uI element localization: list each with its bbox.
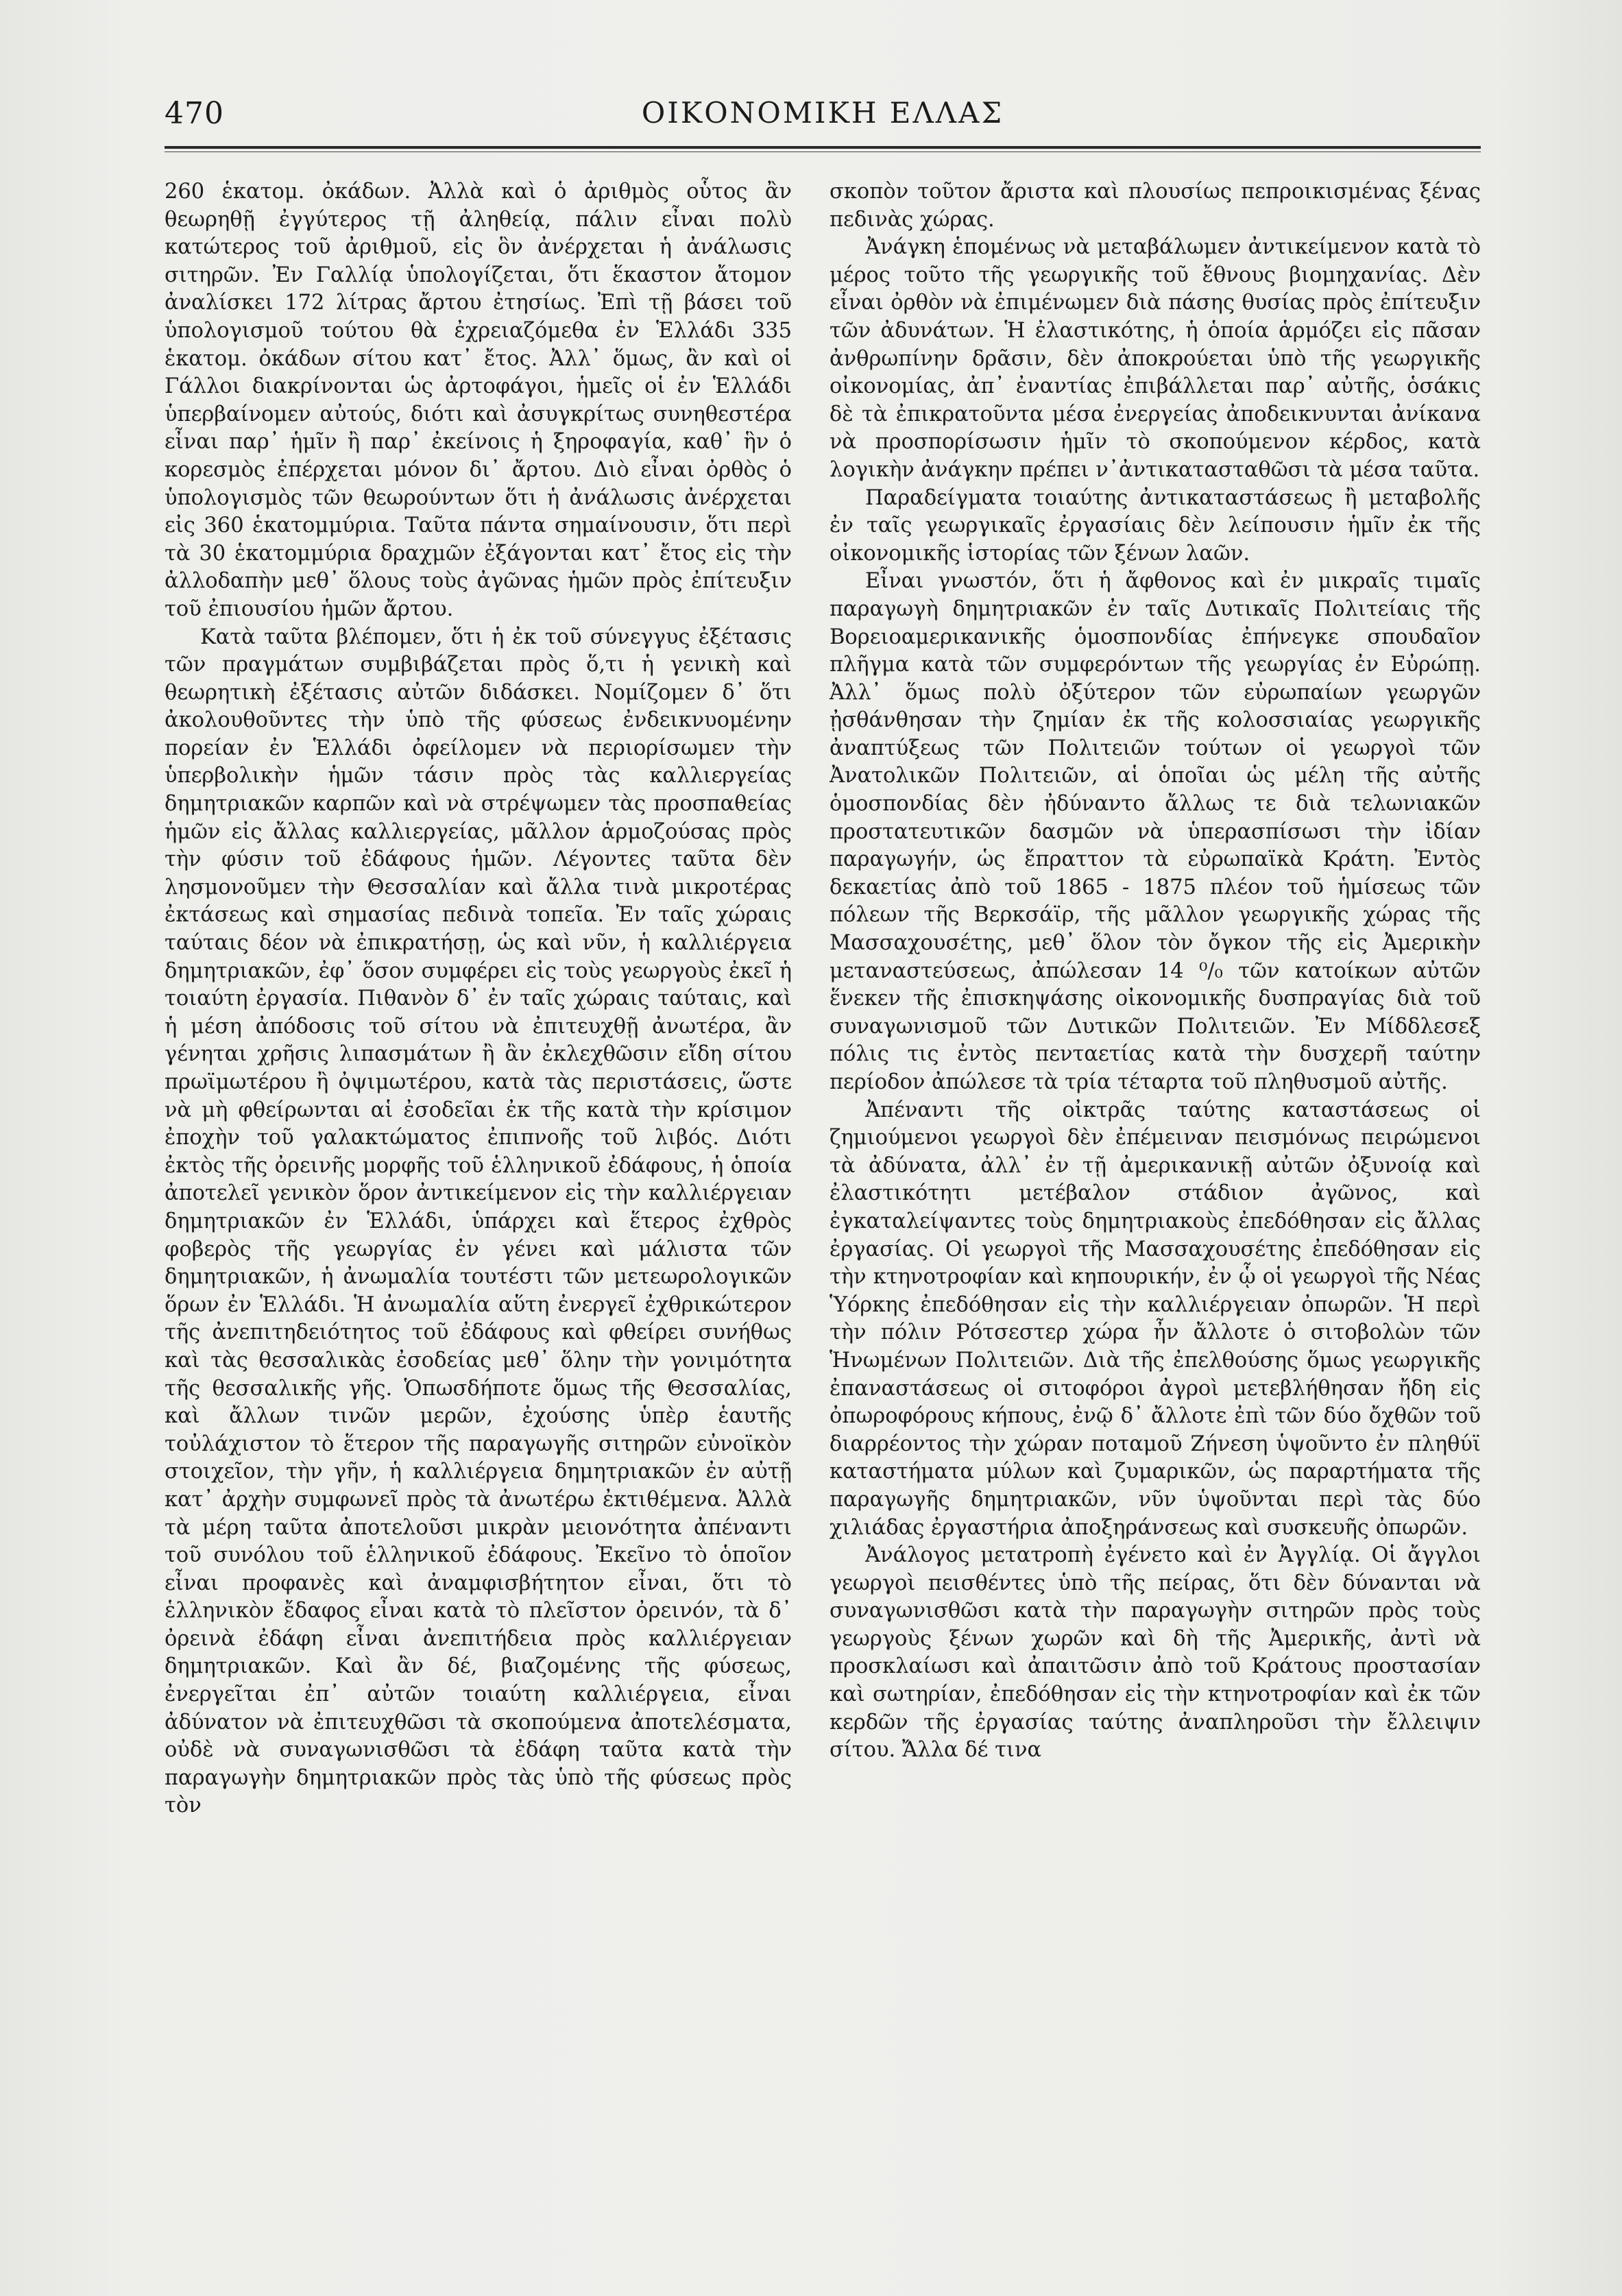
paragraph: Ἀνάλογος μετατροπὴ ἐγένετο καὶ ἐν Ἀγγλίᾳ. Οἱ ἄγγλοι γεωργοὶ πεισθέντες ὑπὸ τῆς πείρας, ὅτι δὲν δύνανται νὰ συναγωνισθῶσι κατὰ τὴν παραγωγὴν σιτηρῶν πρὸς τοὺς γεωργοὺς ξένων χωρῶν καὶ δὴ τῆς Ἀμερικῆς, ἀντὶ νὰ προσκλαίωσι καὶ ἀπαιτῶσιν ἀπὸ τοῦ Κράτους προστασίαν καὶ σωτηρίαν, ἐπεδόθησαν εἰς τὴν κτηνοτροφίαν καὶ ἐκ τῶν κερδῶν τῆς ἐργασίας ταύτης ἀναπληροῦσι τὴν ἔλλειψιν σίτου. Ἄλλα δέ τινα [830,1543,1481,1763]
header-rule [165,146,1481,149]
paragraph: Εἶναι γνωστόν, ὅτι ἡ ἄφθονος καὶ ἐν μικραῖς τιμαῖς παραγωγὴ δημητριακῶν ἐν ταῖς Δυτικαῖς Πολιτείαις τῆς Βορειοαμερικανικῆς ὁμοσπονδίας ἐπήνεγκε σπουδαῖον πλῆγμα κατὰ τῶν συμφερόντων τῆς γεωργίας ἐν Εὐρώπῃ. Ἀλλ᾽ ὅμως πολὺ ὀξύτερον τῶν εὐρωπαίων γεωργῶν ᾐσθάνθησαν τὴν ζημίαν ἐκ τῆς κολοσσιαίας γεωργικῆς ἀναπτύξεως τῶν Πολιτειῶν τούτων οἱ γεωργοὶ τῶν Ἀνατολικῶν Πολιτειῶν, αἱ ὁποῖαι ὡς μέλη τῆς αὐτῆς ὁμοσπονδίας δὲν ἠδύναντο ἄλλως τε διὰ τελωνιακῶν προστατευτικῶν δασμῶν νὰ ὑπερασπίσωσι τὴν ἰδίαν παραγωγήν, ὡς ἔπραττον τὰ εὐρωπαϊκὰ Κράτη. Ἐντὸς δεκαετίας ἀπὸ τοῦ 1865 - 1875 πλέον τοῦ ἡμίσεως τῶν πόλεων τῆς Βερκσάϊρ, τῆς μᾶλλον γεωργικῆς χώρας τῆς Μασσαχουσέτης, μεθ᾽ ὅλον τὸν ὄγκον τῆς εἰς Ἀμερικὴν μεταναστεύσεως, ἀπώλεσαν 14 ⁰/₀ τῶν κατοίκων αὐτῶν ἕνεκεν τῆς ἐπισκηψάσης οἰκονομικῆς δυσπραγίας διὰ τοῦ συναγωνισμοῦ τῶν Δυτικῶν Πολιτειῶν. Ἐν Μίδδλεσεξ πόλις τις ἐντὸς πενταετίας κατὰ τὴν δυσχερῆ ταύτην περίοδον ἀπώλεσε τὰ τρία τέταρτα τοῦ πληθυσμοῦ αὐτῆς. [830,569,1481,1094]
paragraph: σκοπὸν τοῦτον ἄριστα καὶ πλουσίως πεπροικισμένας ξένας πεδινὰς χώρας. [830,180,1481,232]
running-title: ΟΙΚΟΝΟΜΙΚΗ ΕΛΛΑΣ [641,96,1004,130]
paragraph: Κατὰ ταῦτα βλέπομεν, ὅτι ἡ ἐκ τοῦ σύνεγγυς ἐξέτασις τῶν πραγμάτων συμβιβάζεται πρὸς ὅ,τι ἡ γενικὴ καὶ θεωρητικὴ ἐξέτασις αὐτῶν διδάσκει. Νομίζομεν δ᾽ ὅτι ἀκολουθοῦντες τὴν ὑπὸ τῆς φύσεως ἐνδεικνυομένην πορείαν ἐν Ἑλλάδι ὀφείλομεν νὰ περιορίσωμεν τὴν ὑπερβολικὴν ἡμῶν τάσιν πρὸς τὰς καλλιεργείας δημητριακῶν καρπῶν καὶ νὰ στρέψωμεν τὰς προσπαθείας ἡμῶν εἰς ἄλλας καλλιεργείας, μᾶλλον ἁρμοζούσας πρὸς τὴν φύσιν τοῦ ἐδάφους ἡμῶν. Λέγοντες ταῦτα δὲν λησμονοῦμεν τὴν Θεσσαλίαν καὶ ἄλλα τινὰ μικροτέρας ἐκτάσεως καὶ σημασίας πεδινὰ τοπεῖα. Ἐν ταῖς χώραις ταύταις δέον νὰ ἐπικρατήσῃ, ὡς καὶ νῦν, ἡ καλλιέργεια δημητριακῶν, ἐφ᾽ ὅσον συμφέρει εἰς τοὺς γεωργοὺς ἐκεῖ ἡ τοιαύτη ἐργασία. Πιθανὸν δ᾽ ἐν ταῖς χώραις ταύταις, καὶ ἡ μέση ἀπόδοσις τοῦ σίτου νὰ ἐπιτευχθῇ ἀνωτέρα, ἂν γένηται χρῆσις λιπασμάτων ἢ ἂν ἐκλεχθῶσιν εἴδη σίτου πρωϊμωτέρου ἢ ὀψιμωτέρου, κατὰ τὰς περιστάσεις, ὥστε νὰ μὴ φθείρωνται αἱ ἐσοδεῖαι ἐκ τῆς κατὰ τὴν κρίσιμον ἐποχὴν τοῦ γαλακτώματος ἐπιπνοῆς τοῦ λιβός. Διότι ἐκτὸς τῆς ὀρεινῆς μορφῆς τοῦ ἑλληνικοῦ ἐδάφους, ἡ ὁποία ἀποτελεῖ γενικὸν ὅρον ἀντικείμενον εἰς τὴν καλλιέργειαν δημητριακῶν ἐν Ἑλλάδι, ὑπάρχει καὶ ἕτερος ἐχθρὸς φοβερὸς τῆς γεωργίας ἐν γένει καὶ μάλιστα τῶν δημητριακῶν, ἡ ἀνωμαλία τουτέστι τῶν μετεωρολογικῶν ὅρων ἐν Ἑλλάδι. Ἡ ἀνωμαλία αὕτη ἐνεργεῖ ἐχθρικώτερον τῆς ἀνεπιτηδειότητος τοῦ ἐδάφους καὶ φθείρει συνήθως καὶ τὰς θεσσαλικὰς ἐσοδείας μεθ᾽ ὅλην τὴν γονιμότητα τῆς θεσσαλικῆς γῆς. Ὁπωσδήποτε ὅμως τῆς Θεσσαλίας, καὶ ἄλλων τινῶν μερῶν, ἐχούσης ὑπὲρ ἑαυτῆς τοὐλάχιστον τὸ ἕτερον τῆς παραγωγῆς σιτηρῶν εὐνοϊκὸν στοιχεῖον, τὴν γῆν, ἡ καλλιέργεια δημητριακῶν ἐν αὐτῇ κατ᾽ ἀρχὴν συμφωνεῖ πρὸς τὰ ἀνωτέρω ἐκτιθέμενα. Ἀλλὰ τὰ μέρη ταῦτα ἀποτελοῦσι μικρὰν μειονότητα ἀπέναντι τοῦ συνόλου τοῦ ἑλληνικοῦ ἐδάφους. Ἐκεῖνο τὸ ὁποῖον εἶναι προφανὲς καὶ ἀναμφισβήτητον εἶναι, ὅτι τὸ ἑλληνικὸν ἔδαφος εἶναι κατὰ τὸ πλεῖστον ὀρεινόν, τὰ δ᾽ ὀρεινὰ ἐδάφη εἶναι ἀνεπιτήδεια πρὸς καλλιέργειαν δημητριακῶν. Καὶ ἂν δέ, βιαζομένης τῆς φύσεως, ἐνεργεῖται ἐπ᾽ αὐτῶν τοιαύτη καλλιέργεια, εἶναι ἀδύνατον νὰ ἐπιτευχθῶσι τὰ σκοπούμενα ἀποτελέσματα, οὐδὲ νὰ συναγωνισθῶσι τὰ ἐδάφη ταῦτα κατὰ τὴν παραγωγὴν δημητριακῶν πρὸς τὰς ὑπὸ τῆς φύσεως πρὸς τὸν [165,625,792,1818]
paragraph: Ἀνάγκη ἑπομένως νὰ μεταβάλωμεν ἀντικείμενον κατὰ τὸ μέρος τοῦτο τῆς γεωργικῆς τοῦ ἔθνους βιομηχανίας. Δὲν εἶναι ὀρθὸν νὰ ἐπιμένωμεν διὰ πάσης θυσίας πρὸς ἐπίτευξιν τῶν ἀδυνάτων. Ἡ ἐλαστικότης, ἡ ὁποία ἁρμόζει εἰς πᾶσαν ἀνθρωπίνην δρᾶσιν, δὲν ἀποκρούεται ὑπὸ τῆς γεωργικῆς οἰκονομίας, ἀπ᾽ ἐναντίας ἐπιβάλλεται παρ᾽ αὐτῆς, ὁσάκις δὲ τὰ ἐπικρατοῦντα μέσα ἐνεργείας ἀποδεικνυνται ἀνίκανα νὰ προσπορίσωσιν ἡμῖν τὸ σκοπούμενον κέρδος, κατὰ λογικὴν ἀνάγκην πρέπει ν᾽ἀντικατασταθῶσι τὰ μέσα ταῦτα. [830,235,1481,482]
left-column [165,178,792,1820]
page-number: 470 [165,96,224,131]
page-header [165,96,1481,137]
paragraph: Ἀπέναντι τῆς οἰκτρᾶς ταύτης καταστάσεως οἱ ζημιούμενοι γεωργοὶ δὲν ἐπέμειναν πεισμόνως πειρώμενοι τὰ ἀδύνατα, ἀλλ᾽ ἐν τῇ ἀμερικανικῇ αὐτῶν ὀξυνοίᾳ καὶ ἐλαστικότητι μετέβαλον στάδιον ἀγῶνος, καὶ ἐγκαταλείψαντες τοὺς δημητριακοὺς ἐπεδόθησαν εἰς ἄλλας ἐργασίας. Οἱ γεωργοὶ τῆς Μασσαχουσέτης ἐπεδόθησαν εἰς τὴν κτηνοτροφίαν καὶ κηπουρικήν, ἐν ᾧ οἱ γεωργοὶ τῆς Νέας Ὑόρκης ἐπεδόθησαν εἰς τὴν καλλιέργειαν ὀπωρῶν. Ἡ περὶ τὴν πόλιν Ρότσεστερ χώρα ἦν ἄλλοτε ὁ σιτοβολὼν τῶν Ἡνωμένων Πολιτειῶν. Διὰ τῆς ἐπελθούσης ὅμως γεωργικῆς ἐπαναστάσεως οἱ σιτοφόροι ἀγροὶ μετεβλήθησαν ἤδη εἰς ὀπωροφόρους κήπους, ἐνῷ δ᾽ ἄλλοτε ἐπὶ τῶν δύο ὄχθῶν τοῦ διαρρέοντος τὴν χώραν ποταμοῦ Ζήνεση ὑψοῦντο ἐν πληθύϊ καταστήματα μύλων καὶ ζυμαρικῶν, ὡς παραρτήματα τῆς παραγωγῆς δημητριακῶν, νῦν ὑψοῦνται περὶ τὰς δύο χιλιάδας ἐργαστήρια ἀποξηράνσεως καὶ συσκευῆς ὀπωρῶν. [830,1098,1481,1540]
paragraph: Παραδείγματα τοιαύτης ἀντικαταστάσεως ἢ μεταβολῆς ἐν ταῖς γεωργικαῖς ἐργασίαις δὲν λείπουσιν ἡμῖν ἐκ τῆς οἰκονομικῆς ἱστορίας τῶν ξένων λαῶν. [830,485,1481,566]
paragraph: 260 ἑκατομ. ὀκάδων. Ἀλλὰ καὶ ὁ ἀριθμὸς οὗτος ἂν θεωρηθῇ ἐγγύτερος τῇ ἀληθείᾳ, πάλιν εἶναι πολὺ κατώτερος τοῦ ἀριθμοῦ, εἰς ὃν ἀνέρχεται ἡ ἀνάλωσις σιτηρῶν. Ἐν Γαλλίᾳ ὑπολογίζεται, ὅτι ἕκαστον ἄτομον ἀναλίσκει 172 λίτρας ἄρτου ἐτησίως. Ἐπὶ τῇ βάσει τοῦ ὑπολογισμοῦ τούτου θὰ ἐχρειαζόμεθα ἐν Ἑλλάδι 335 ἑκατομ. ὀκάδων σίτου κατ᾽ ἔτος. Ἀλλ᾽ ὅμως, ἂν καὶ οἱ Γάλλοι διακρίνονται ὡς ἀρτοφάγοι, ἡμεῖς οἱ ἐν Ἑλλάδι ὑπερβαίνομεν αὐτούς, διότι καὶ ἀσυγκρίτως συνηθεστέρα εἶναι παρ᾽ ἡμῖν ἢ παρ᾽ ἐκείνοις ἡ ξηροφαγία, καθ᾽ ἣν ὁ κορεσμὸς ἐπέρχεται μόνον δι᾽ ἄρτου. Διὸ εἶναι ὀρθὸς ὁ ὑπολογισμὸς τῶν θεωρούντων ὅτι ἡ ἀνάλωσις ἀνέρχεται εἰς 360 ἑκατομμύρια. Ταῦτα πάντα σημαίνουσιν, ὅτι περὶ τὰ 30 ἑκατομμύρια δραχμῶν ἐξάγονται κατ᾽ ἔτος εἰς τὴν ἀλλοδαπὴν μεθ᾽ ὅλους τοὺς ἀγῶνας ἡμῶν πρὸς ἐπίτευξιν τοῦ ἐπιουσίου ἡμῶν ἄρτου. [165,180,792,621]
right-column [830,178,1481,1765]
